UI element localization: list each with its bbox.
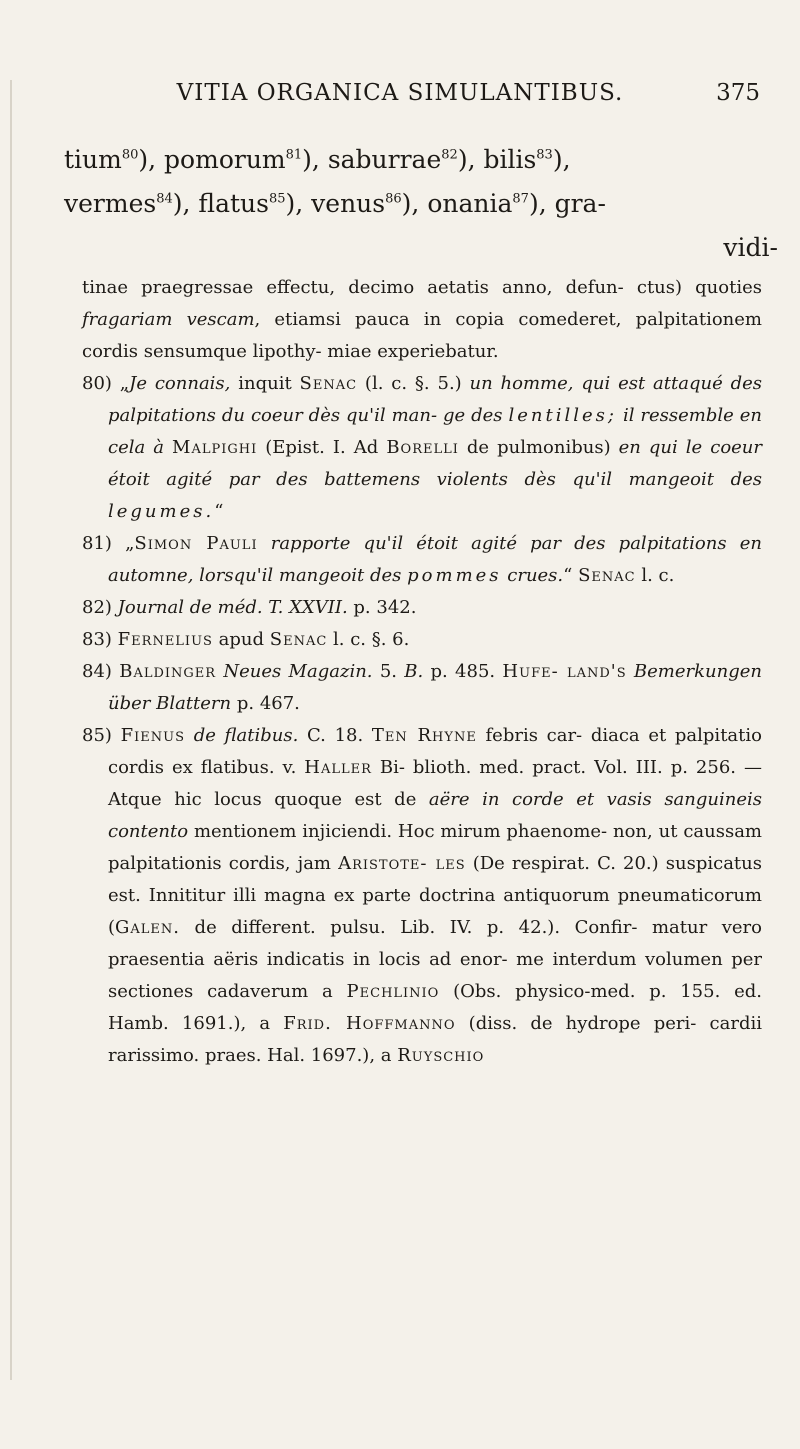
text-run: 86 <box>385 191 402 207</box>
footnote-81 <box>82 528 762 592</box>
footnote-80 <box>82 368 762 528</box>
text-run: tium <box>64 145 122 174</box>
text-run: ), pomorum <box>138 145 286 174</box>
text-run: de different. pulsu. Lib. IV. p. 42.). Confir- matur vero praesentia aëris indicatis in locis ad enor- me interdum volumen per sectiones cadaverum a <box>108 917 762 1002</box>
text-run: tinae praegressae effectu, decimo aetatis anno, defun- ctus) quoties <box>82 277 762 298</box>
text-run: 85) <box>82 725 112 746</box>
text-run: “ <box>214 501 224 522</box>
text-run: „ <box>125 533 135 554</box>
footnote-85 <box>82 720 762 1072</box>
text-run: Aristote- les <box>338 853 466 874</box>
text-run: Hufe- land's <box>502 661 627 682</box>
text-run: B. <box>404 661 424 682</box>
text-run: (diss. de hydrope peri- cardii rarissimo. praes. Hal. 1697.), a <box>108 1013 762 1066</box>
text-run: Galen. <box>115 917 181 938</box>
text-run: Neues Magazin. <box>216 661 373 682</box>
page-number: 375 <box>716 80 760 106</box>
text-run: 81) <box>82 533 112 554</box>
text-run: pommes <box>407 565 502 586</box>
text-run: vermes <box>64 189 157 218</box>
text-run: (l. c. §. 5.) <box>357 373 470 394</box>
footnote-82 <box>82 592 762 624</box>
running-header <box>40 76 760 116</box>
text-run: rapporte qu'il étoit agité par des palpitations en automne, lorsqu'il mangeoit des <box>108 533 762 586</box>
text-run: 83) <box>82 629 112 650</box>
text-run: 85 <box>268 191 286 207</box>
text-run: , etiamsi pauca in copia comederet, palpitationem cordis sensumque lipothy- miae experiebatur. <box>82 309 762 362</box>
text-run: l. c. <box>635 565 675 586</box>
text-run: un homme, qui est attaqué des palpitations du coeur dès qu'il man- ge des <box>108 373 762 426</box>
text-run: Haller <box>304 757 372 778</box>
text-run: „ <box>119 373 130 394</box>
text-run: “ <box>563 565 579 586</box>
text-run: 80) <box>82 373 112 394</box>
text-run: de pulmonibus) <box>458 437 619 458</box>
footnote-83 <box>82 624 762 656</box>
text-run: Ruyschio <box>397 1045 485 1066</box>
text-run: ), bilis <box>457 145 537 174</box>
text-run: 82 <box>441 147 458 163</box>
text-run: ), gra- <box>528 189 606 218</box>
text-run: 5. <box>372 661 405 682</box>
text-run: (Obs. physico-med. p. 155. ed. Hamb. 1691.), a <box>108 981 762 1034</box>
text-run: ), onania <box>401 189 513 218</box>
text-run: fragariam vescam <box>82 309 255 330</box>
text-run: Journal de méd. T. XXVII. <box>117 597 348 618</box>
text-run: Je connais, <box>129 373 231 394</box>
text-run: Simon Pauli <box>134 533 258 554</box>
text-run: (Epist. I. Ad <box>257 437 387 458</box>
text-run: mentionem injiciendi. Hoc mirum phaenome- non, ut caussam palpitationis cordis, jam <box>108 821 762 874</box>
text-run: Senac <box>269 629 328 650</box>
text-run: Bemerkungen über Blattern <box>108 661 762 714</box>
text-run: p. 485. <box>423 661 503 682</box>
text-run: C. 18. <box>298 725 372 746</box>
text-run: inquit <box>230 373 300 394</box>
text-run: Senac <box>299 373 358 394</box>
text-run: legumes. <box>108 501 215 522</box>
footnote-84 <box>82 656 762 720</box>
text-run: 82) <box>82 597 112 618</box>
text-run: Pechlinio <box>346 981 440 1002</box>
text-run: aëre in corde et vasis sanguineis contento <box>108 789 762 842</box>
text-run: 81 <box>285 147 303 163</box>
text-run: Bi- blioth. med. pract. Vol. III. p. 256. — Atque hic locus quoque est de <box>108 757 762 810</box>
text-run: lentilles; <box>508 405 617 426</box>
catchword: vidi- <box>723 233 778 262</box>
text-run: Frid. Hoffmanno <box>283 1013 456 1034</box>
text-run: (De respirat. C. 20.) suspicatus est. Innititur illi magna ex parte doctrina antiquorum pneumaticorum ( <box>108 853 762 938</box>
text-run: Fernelius <box>117 629 213 650</box>
text-run: Baldinger <box>119 661 217 682</box>
text-run: 84) <box>82 661 112 682</box>
text-run: Ten Rhyne <box>371 725 477 746</box>
text-run: l. c. §. 6. <box>327 629 410 650</box>
text-run: 80 <box>121 147 139 163</box>
text-run: Malpighi <box>172 437 258 458</box>
text-run: crues. <box>501 565 564 586</box>
text-run: en qui le coeur étoit agité par des battemens violents dès qu'il mangeoit des <box>108 437 763 490</box>
page-edge-shadow <box>10 80 12 1380</box>
footnote-continuation <box>82 272 762 368</box>
main-line-1 <box>64 138 778 182</box>
text-run: il ressemble en cela à <box>108 405 762 458</box>
footnotes <box>82 272 762 1072</box>
text-run: ), saburrae <box>302 145 442 174</box>
text-run: p. 342. <box>347 597 417 618</box>
text-run: ), <box>552 145 571 174</box>
text-run: 87 <box>512 191 529 207</box>
main-line-2 <box>64 182 778 226</box>
text-run: 83 <box>536 147 553 163</box>
text-run: p. 467. <box>231 693 300 714</box>
text-run: Fienus <box>120 725 185 746</box>
text-run: 84 <box>156 191 173 207</box>
text-run: Senac <box>578 565 636 586</box>
text-run: ), flatus <box>172 189 269 218</box>
text-run: apud <box>212 629 270 650</box>
text-run: ), venus <box>285 189 386 218</box>
main-text <box>64 138 778 270</box>
running-title: VITIA ORGANICA SIMULANTIBUS. <box>176 80 624 106</box>
text-run: febris car- diaca et palpitatio cordis ex flatibus. v. <box>108 725 762 778</box>
text-run: de flatibus. <box>185 725 299 746</box>
text-run: Borelli <box>386 437 459 458</box>
